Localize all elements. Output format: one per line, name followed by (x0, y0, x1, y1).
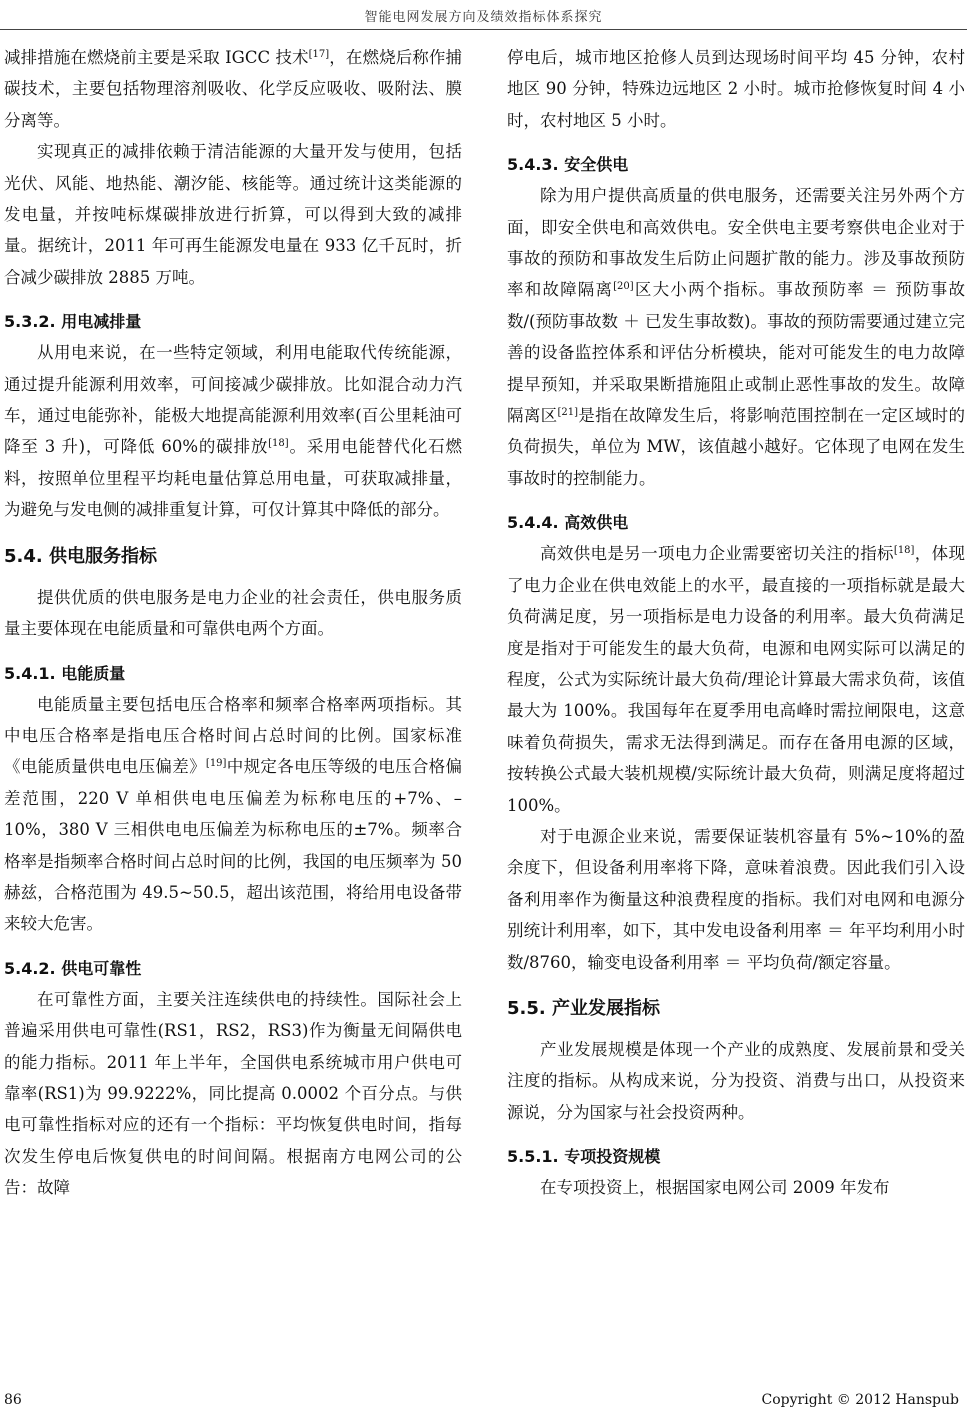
citation: [19] (205, 758, 227, 770)
citation: [18] (893, 545, 915, 557)
paragraph: 产业发展规模是体现一个产业的成熟度、发展前景和受关注度的指标。从构成来说，分为投资、消费与出口，从投资来源说，分为国家与社会投资两种。 (507, 1039, 965, 1122)
paragraph: 从用电来说，在一些特定领域，利用电能取代传统能源，通过提升能源利用效率，可间接减少碳排放。比如混合动力汽车，通过电能弥补，能极大地提高能源利用效率(百公里耗油可降至 3 升)，可降低 60%的碳排放[18]。采用电能替代化石燃料，按照单位里程平均耗电量估算总用电量，可获取减排量，为避免与发电侧的减排重复计算，可仅计算其中降低的部分。 (4, 343, 463, 520)
page-number: 86 (4, 1392, 22, 1408)
citation: [21] (557, 407, 579, 419)
paragraph: 对于电源企业来说，需要保证装机容量有 5%~10%的盈余度下，但设备利用率将下降，意味着浪费。因此我们引入设备利用率作为衡量这种浪费程度的指标。我们对电网和电源分别统计利用率，如下，其中发电设备利用率 ＝ 年平均利用小时数/8760，输变电设备利用率 ＝ 平均负荷/额定容量。 (507, 826, 965, 972)
paragraph: 电能质量主要包括电压合格率和频率合格率两项指标。其中电压合格率是指电压合格时间占总时间的比例。国家标准《电能质量供电电压偏差》[19]中规定各电压等级的电压合格偏差范围，220 V 单相供电电压偏差为标称电压的+7%、–10%，380 V 三相供电电压偏差为标称电压的±7%。频率合格率是指频率合格时间占总时间的比例，我国的电压频率为 50 赫兹，合格范围为 49.5~50.5，超出该范围，将给用电设备带来较大危害。 (4, 694, 463, 934)
citation: [20] (613, 281, 634, 293)
section-heading-5-5-1: 5.5.1. 专项投资规模 (507, 1147, 661, 1167)
copyright-notice: Copyright © 2012 Hanspub (761, 1392, 959, 1408)
paragraph: 在专项投资上，根据国家电网公司 2009 年发布 (540, 1178, 890, 1198)
paragraph: 高效供电是另一项电力企业需要密切关注的指标[18]，体现了电力企业在供电效能上的水平，最直接的一项指标就是最大负荷满足度，另一项指标是电力设备的利用率。最大负荷满足度是指对于可能发生的最大负荷，电源和电网实际可以满足的程度，公式为实际统计最大负荷/理论计算最大需求负荷，该值最大为 100%。我国每年在夏季用电高峰时需拉闸限电，这意味着负荷损失，需求无法得到满足。而存在备用电源的区域，按转换公式最大装机规模/实际统计最大负荷，则满足度将超过 100%。 (507, 544, 966, 815)
citation: [17] (308, 49, 330, 60)
section-heading-5-4: 5.4. 供电服务指标 (4, 545, 157, 567)
running-header: 智能电网发展方向及绩效指标体系探究 (364, 10, 603, 25)
left-column (4, 42, 462, 1204)
right-column (507, 42, 965, 1204)
paragraph: 停电后，城市地区抢修人员到达现场时间平均 45 分钟，农村地区 90 分钟，特殊边远地区 2 小时。城市抢修恢复时间 4 小时，农村地区 5 小时。 (507, 48, 965, 130)
section-heading-5-4-2: 5.4.2. 供电可靠性 (4, 958, 142, 978)
citation: [18] (268, 438, 289, 450)
paragraph: 提供优质的供电服务是电力企业的社会责任，供电服务质量主要体现在电能质量和可靠供电两个方面。 (4, 587, 462, 639)
section-heading-5-4-4: 5.4.4. 高效供电 (507, 513, 629, 533)
section-heading-5-3-2: 5.3.2. 用电减排量 (4, 312, 142, 332)
header-rule (0, 29, 967, 30)
section-heading-5-4-3: 5.4.3. 安全供电 (507, 155, 629, 175)
paragraph: 除为用户提供高质量的供电服务，还需要关注另外两个方面，即安全供电和高效供电。安全供电主要考察供电企业对于事故的预防和事故发生后防止问题扩散的能力。涉及事故预防率和故障隔离[20]区大小两个指标。事故预防率 ＝ 预防事故数/(预防事故数 ＋ 已发生事故数)。事故的预防需要通过建立完善的设备监控体系和评估分析模块，能对可能发生的电力故障提早预知，并采取果断措施阻止或制止恶性事故的发生。故障隔离区[21]是指在故障发生后，将影响范围控制在一定区域时的负荷损失，单位为 MW，该值越小越好。它体现了电网在发生事故时的控制能力。 (507, 186, 966, 488)
paragraph: 在可靠性方面，主要关注连续供电的持续性。国际社会上普遍采用供电可靠性(RS1，RS2，RS3)作为衡量无间隔供电的能力指标。2011 年上半年，全国供电系统城市用户供电可靠率(RS1)为 99.9222%，同比提高 0.0002 个百分点。与供电可靠性指标对应的还有一个指标：平均恢复供电时间，指每次发生停电后恢复供电的时间间隔。根据南方电网公司的公告：故障 (4, 989, 462, 1198)
section-heading-5-4-1: 5.4.1. 电能质量 (4, 663, 126, 683)
paragraph: 实现真正的减排依赖于清洁能源的大量开发与使用，包括光伏、风能、地热能、潮汐能、核能等。通过统计这类能源的发电量，并按吨标煤碳排放进行折算，可以得到大致的减排量。据统计，2011 年可再生能源发电量在 933 亿千瓦时，折合减少碳排放 2885 万吨。 (4, 142, 462, 287)
paragraph: 减排措施在燃烧前主要是采取 IGCC 技术[17]，在燃烧后称作捕碳技术，主要包括物理溶剂吸收、化学反应吸收、吸附法、膜分离等。 (4, 48, 462, 130)
section-heading-5-5: 5.5. 产业发展指标 (507, 997, 660, 1019)
